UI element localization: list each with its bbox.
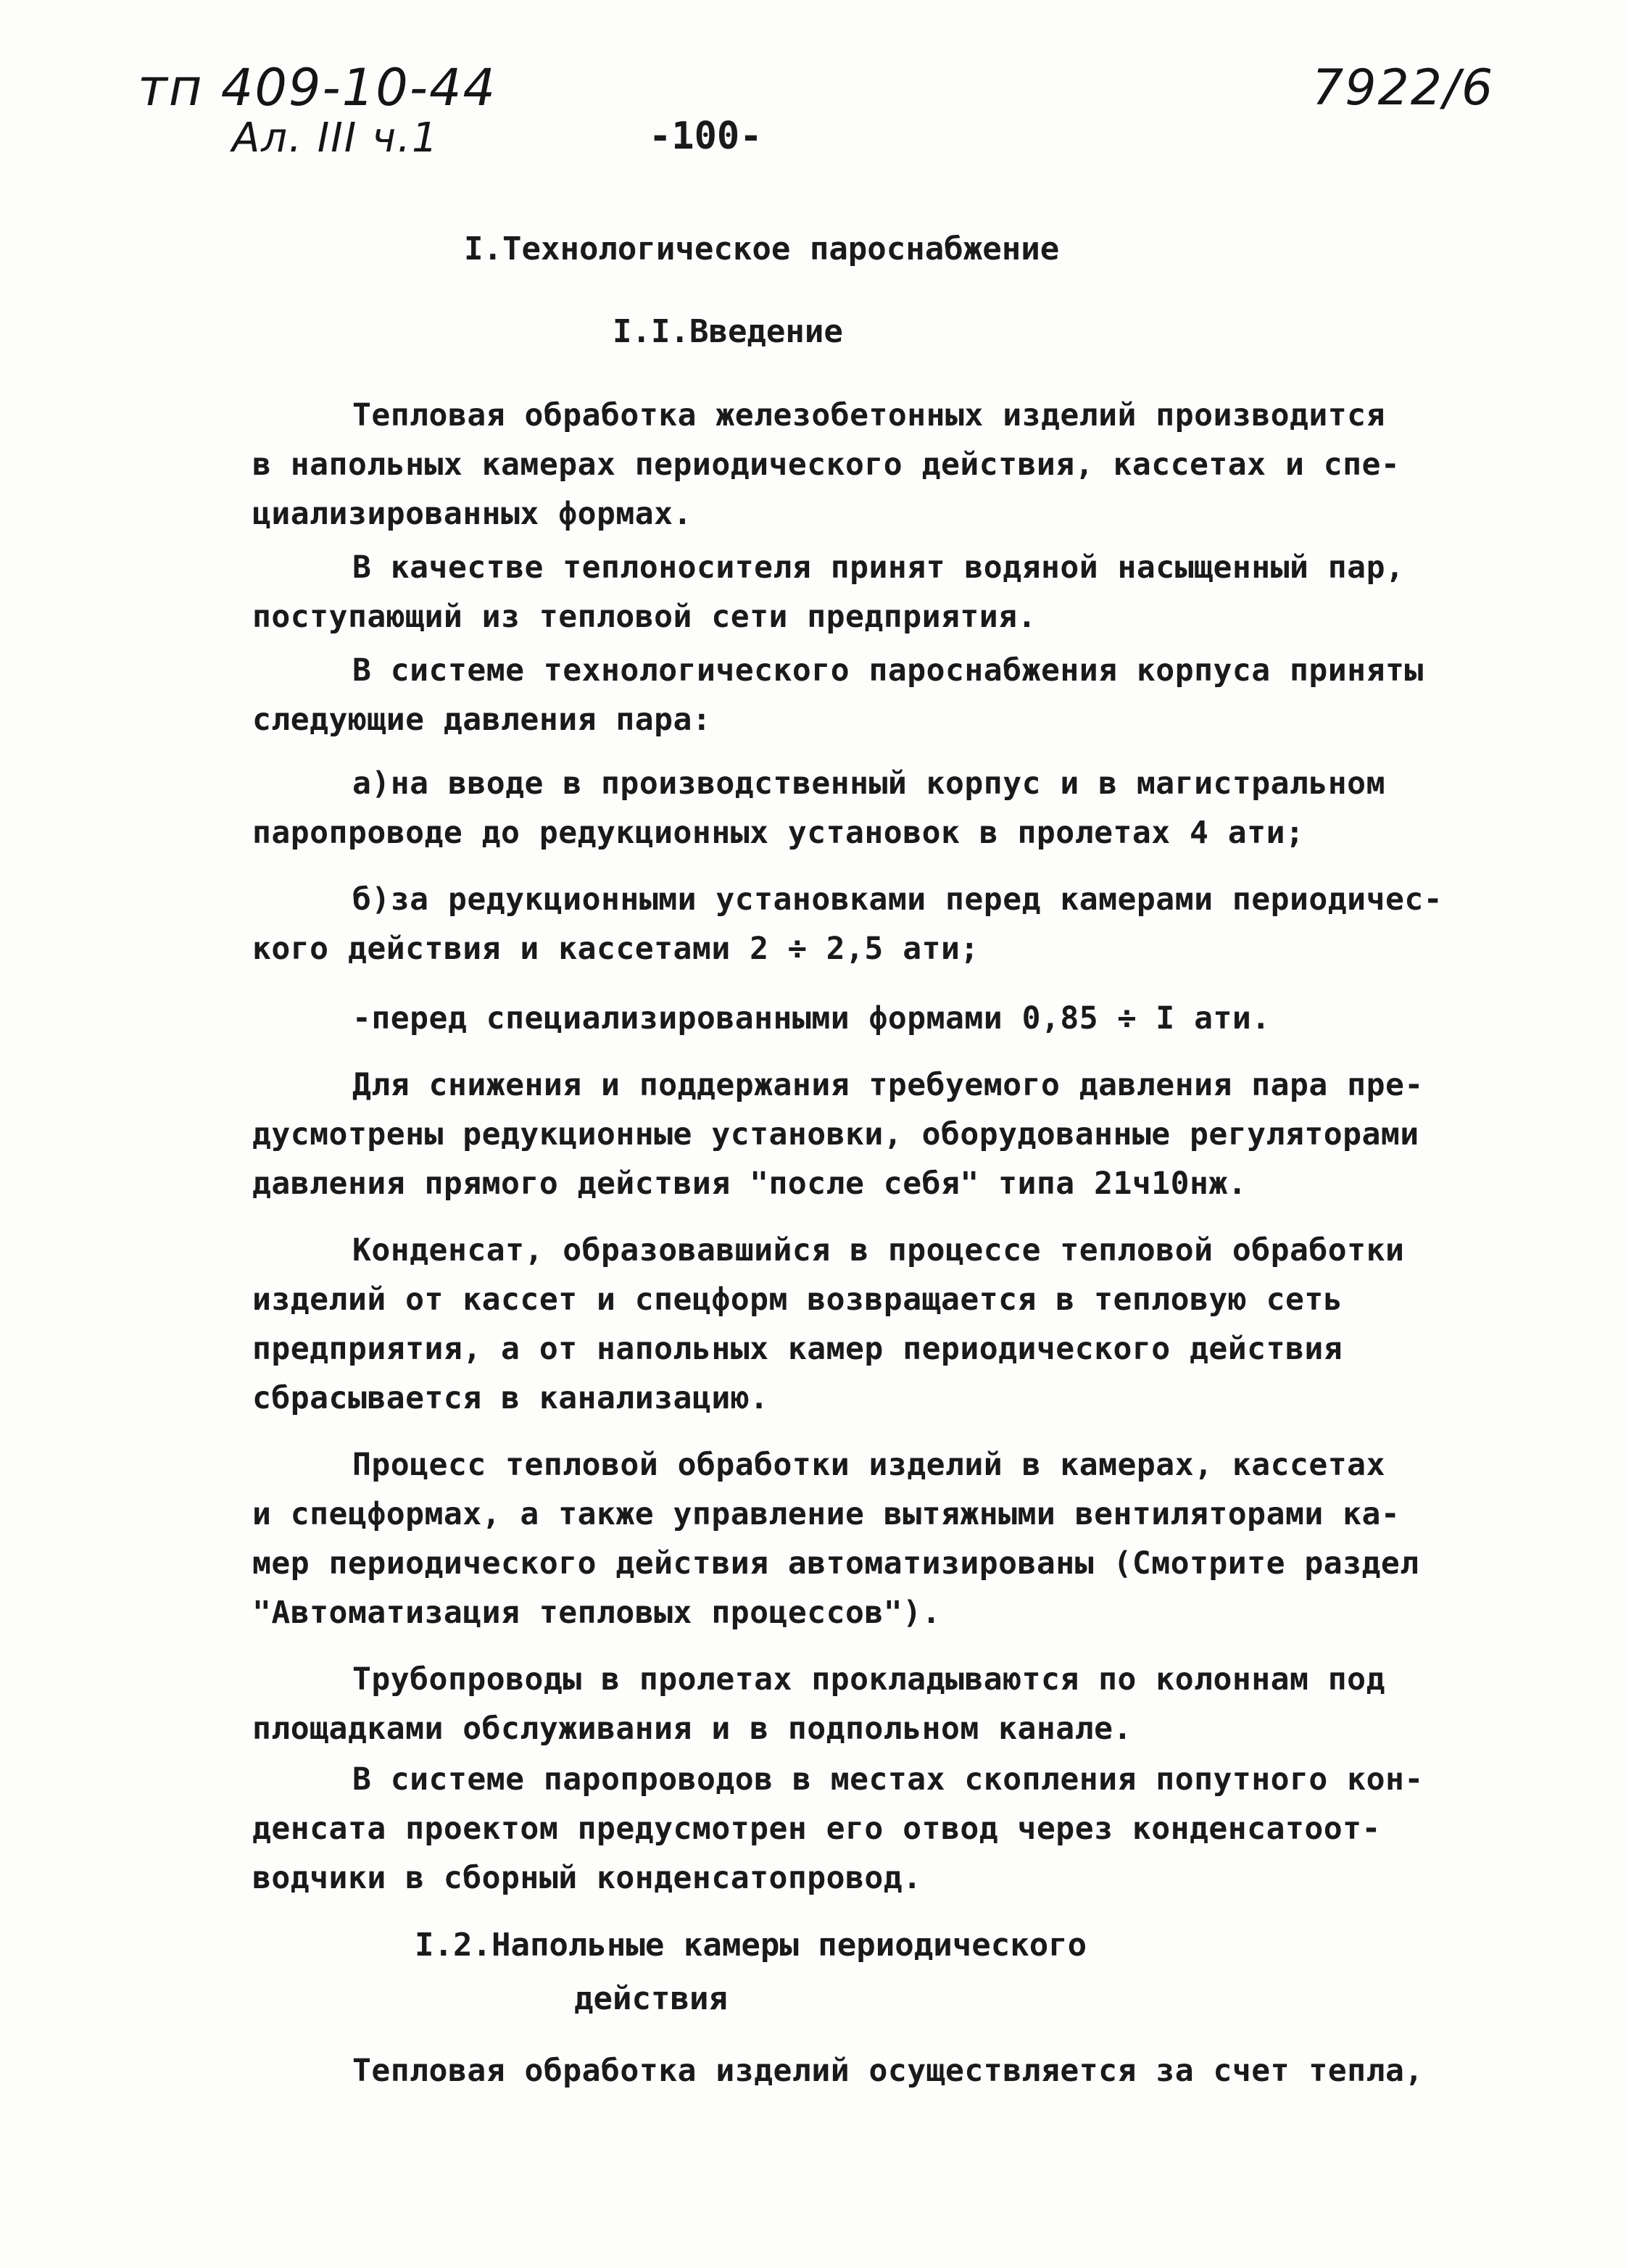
body-line: денсата проектом предусмотрен его отвод через конденсатоот-: [252, 1811, 1381, 1847]
body-line: Процесс тепловой обработки изделий в камерах, кассетах: [352, 1447, 1385, 1483]
body-line: В качестве теплоносителя принят водяной насыщенный пар,: [352, 549, 1405, 586]
body-line: -перед специализированными формами 0,85 ÷ I ати.: [352, 1000, 1271, 1037]
body-line: и спецформах, а также управление вытяжными вентиляторами ка-: [252, 1496, 1401, 1532]
body-line: площадками обслуживания и в подпольном канале.: [252, 1711, 1132, 1747]
body-line: Тепловая обработка железобетонных изделий производится: [352, 397, 1385, 433]
body-line: поступающий из тепловой сети предприятия.: [252, 599, 1037, 635]
body-line: кого действия и кассетами 2 ÷ 2,5 ати;: [252, 931, 979, 967]
subsection-heading-2: I.2.Напольные камеры периодического: [415, 1927, 1087, 1964]
body-line: дусмотрены редукционные установки, оборудованные регуляторами: [252, 1116, 1419, 1152]
body-line: давления прямого действия "после себя" типа 21ч10нж.: [252, 1166, 1248, 1202]
section-heading: I.Технологическое пароснабжение: [464, 230, 1060, 267]
body-line: б)за редукционными установками перед камерами периодичес-: [352, 881, 1443, 918]
body-line: "Автоматизация тепловых процессов").: [252, 1595, 941, 1631]
subsection-heading-2-continued: действия: [574, 1980, 728, 2017]
body-line: паропроводе до редукционных установок в пролетах 4 ати;: [252, 815, 1305, 851]
body-line: следующие давления пара:: [252, 702, 712, 738]
page-number: -100-: [649, 115, 763, 158]
body-line: Для снижения и поддержания требуемого давления пара пре-: [352, 1067, 1424, 1103]
document-number: 7922/6: [1312, 59, 1495, 117]
body-line: в напольных камерах периодического действия, кассетах и спе-: [252, 446, 1401, 483]
body-line: предприятия, а от напольных камер периодического действия: [252, 1331, 1343, 1367]
body-line: Конденсат, образовавшийся в процессе тепловой обработки: [352, 1232, 1405, 1268]
document-code: тп 409-10-44: [138, 58, 497, 117]
body-line: В системе паропроводов в местах скопления попутного кон-: [352, 1761, 1424, 1798]
body-line: Тепловая обработка изделий осуществляется за счет тепла,: [352, 2053, 1424, 2089]
body-line: мер периодического действия автоматизированы (Смотрите раздел: [252, 1545, 1419, 1582]
body-line: циализированных формах.: [252, 496, 692, 532]
body-line: а)на вводе в производственный корпус и в магистральном: [352, 765, 1385, 802]
subsection-heading: I.I.Введение: [613, 313, 843, 350]
body-line: сбрасывается в канализацию.: [252, 1380, 769, 1416]
body-line: Трубопроводы в пролетах прокладываются по колоннам под: [352, 1661, 1385, 1698]
body-line: изделий от кассет и спецформ возвращается в тепловую сеть: [252, 1282, 1343, 1318]
body-line: В системе технологического пароснабжения корпуса приняты: [352, 652, 1424, 689]
body-line: водчики в сборный конденсатопровод.: [252, 1860, 922, 1896]
document-code-part: Ал. III ч.1: [232, 115, 439, 162]
